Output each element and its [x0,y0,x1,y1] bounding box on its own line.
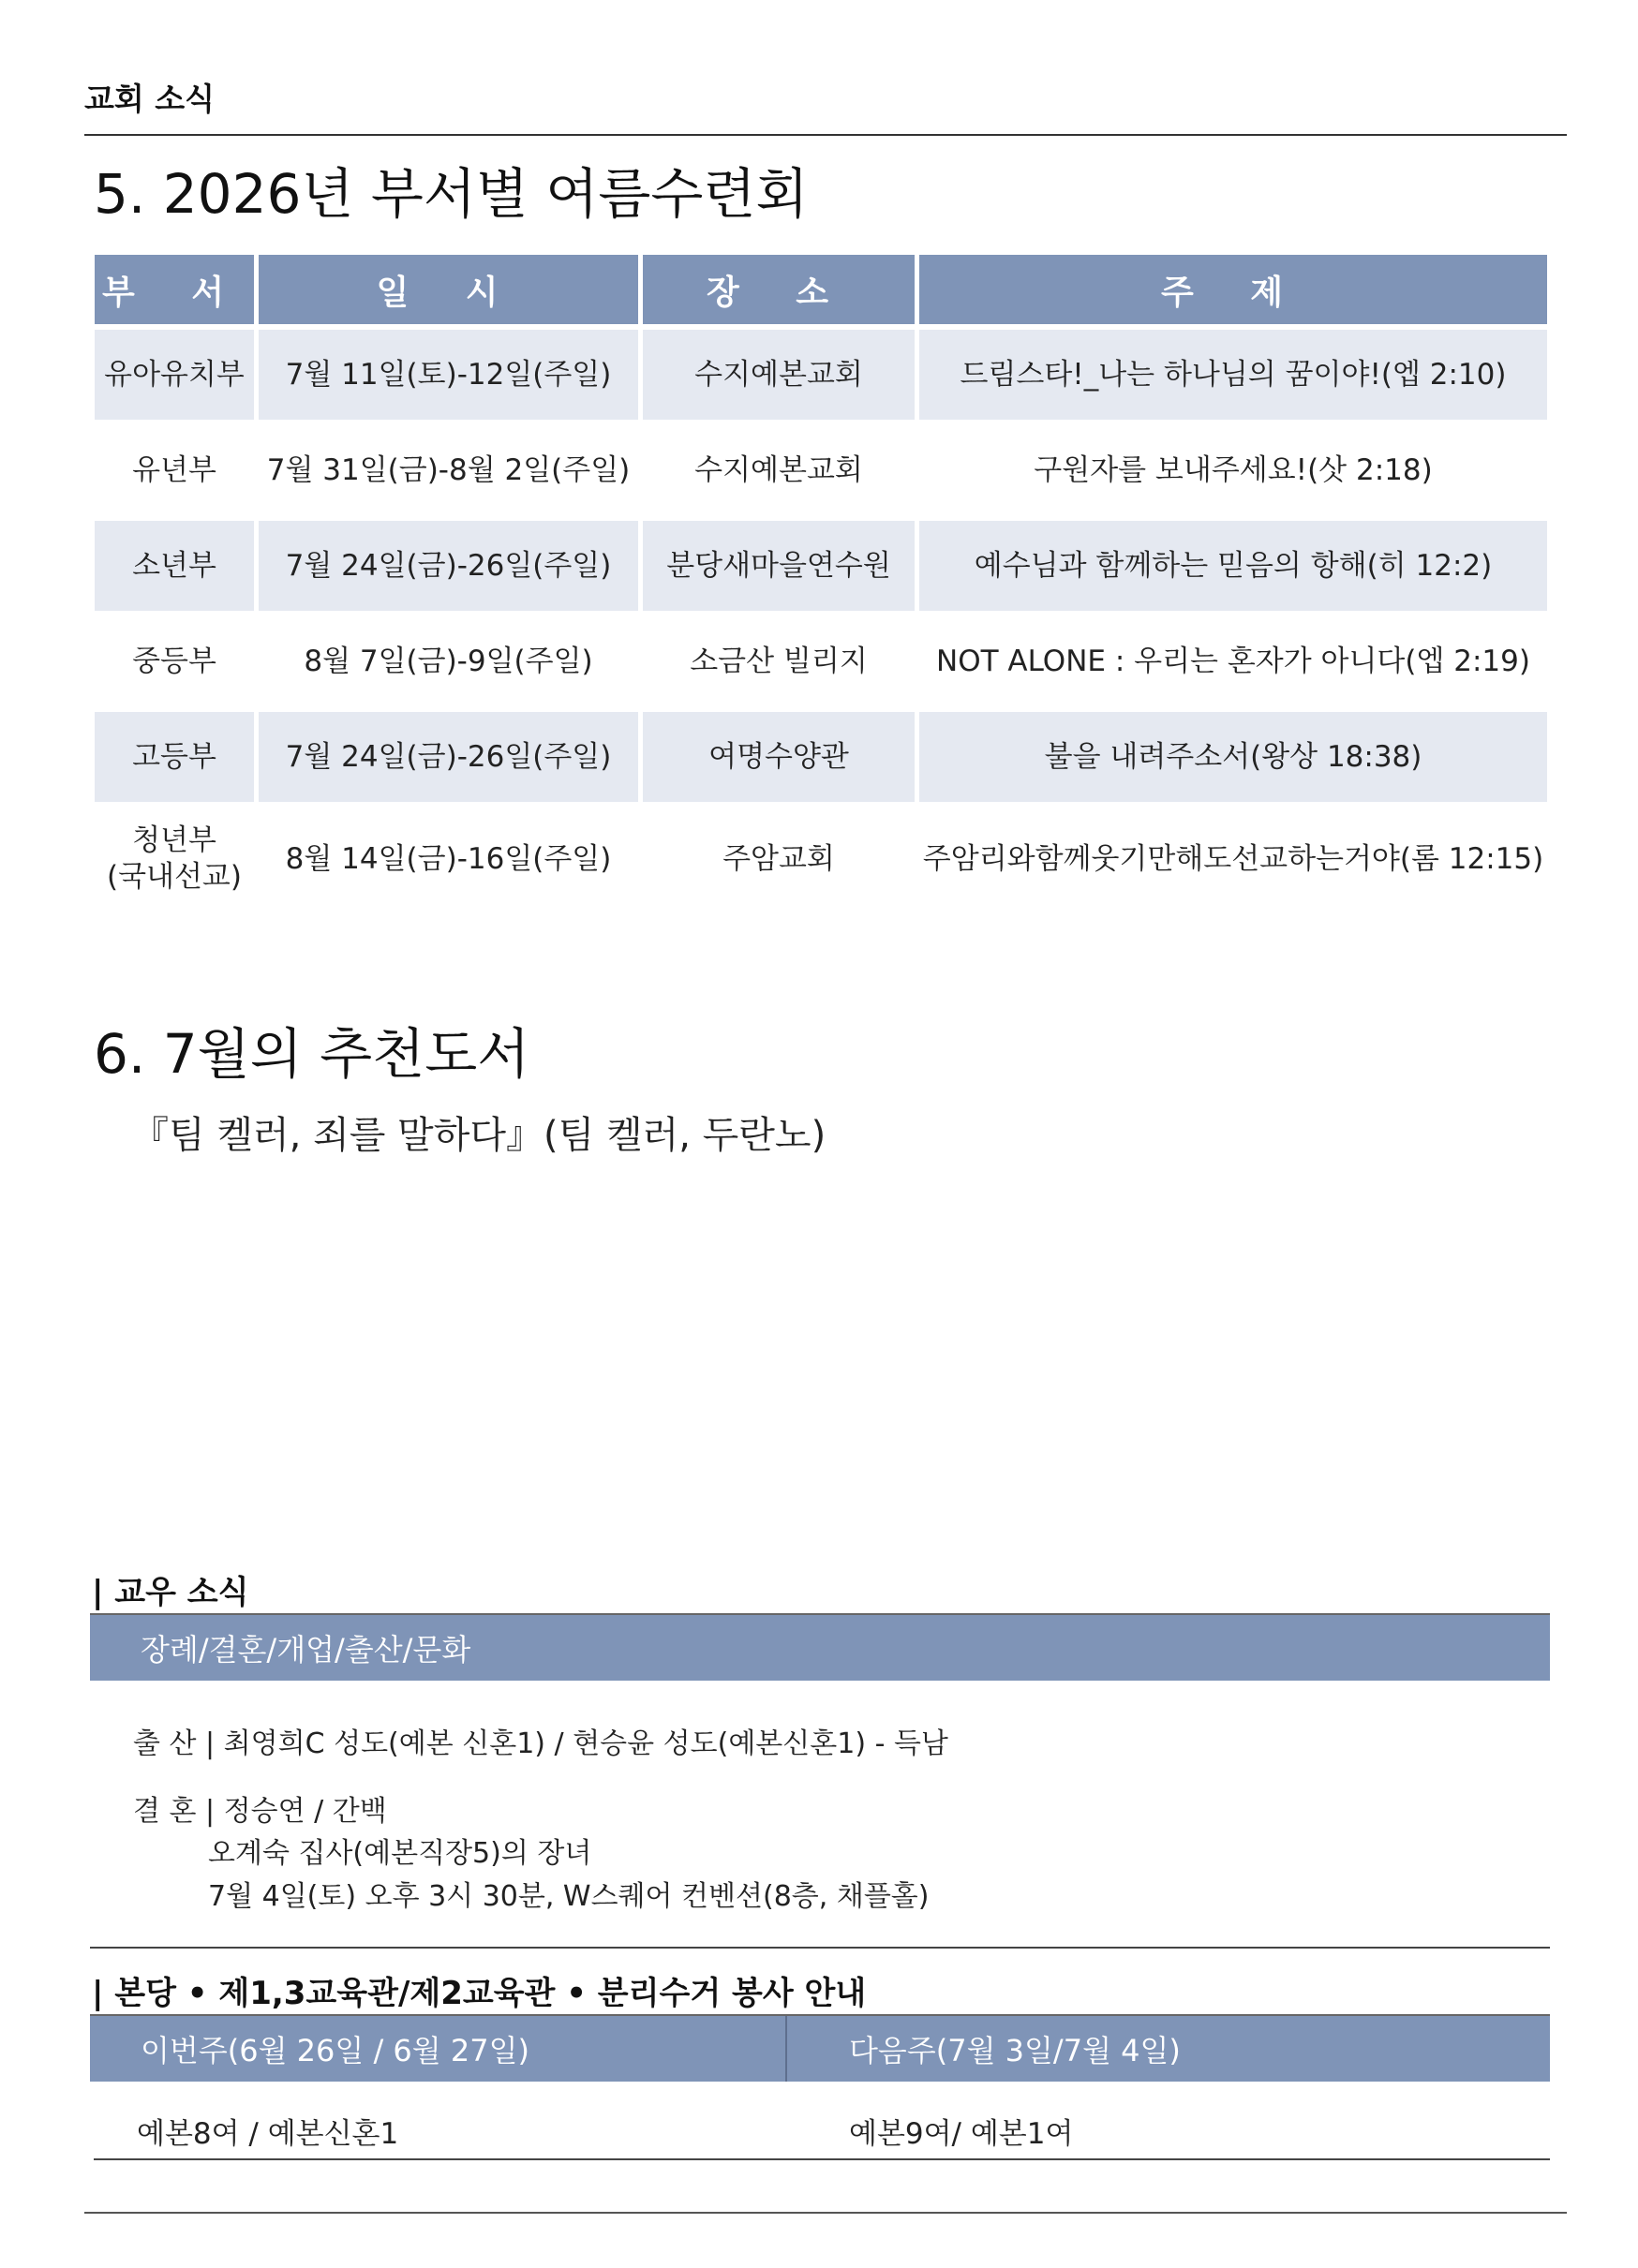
theme-cell: 드림스타!_나는 하나님의 꿈이야!(엡 2:10) [919,330,1547,425]
member-news-heading: | 교우 소식 [92,1574,249,1611]
dept-cell: 고등부 [95,712,254,808]
divider [94,2158,1550,2160]
date-cell: 7월 24일(금)-26일(주일) [259,521,638,616]
this-week-label: 이번주(6월 26일 / 6월 27일) [141,2033,529,2068]
column-header-date: 일 시 [259,255,638,330]
next-week-value: 예본9여/ 예본1여 [849,2117,1074,2151]
date-cell: 7월 11일(토)-12일(주일) [259,330,638,425]
dept-cell: 유년부 [95,425,254,521]
column-header-theme: 주 제 [919,255,1547,330]
dept-subname: (국내선교) [107,860,242,894]
retreat-schedule-table [90,255,1552,916]
dept-cell [95,808,254,916]
column-divider [785,2016,787,2082]
section-5-title: 5. 2026년 부서별 여름수련회 [94,162,809,226]
wedding-detail-time-place: 7월 4일(토) 오후 3시 30분, W스퀘어 컨벤션(8층, 채플홀) [208,1880,930,1913]
next-week-label: 다음주(7월 3일/7월 4일) [849,2033,1181,2068]
place-cell: 여명수양관 [643,712,915,808]
divider [90,1947,1550,1949]
table-row [95,616,1547,712]
dept-cell: 중등부 [95,616,254,712]
table-row [95,712,1547,808]
column-header-place: 장 소 [643,255,915,330]
theme-cell: 주암리와함께웃기만해도선교하는거야(롬 12:15) [919,808,1547,916]
service-guide-heading: | 본당 • 제1,3교육관/제2교육관 • 분리수거 봉사 안내 [92,1975,867,2012]
birth-notice: 출 산 | 최영희C 성도(예본 신혼1) / 현승윤 성도(예본신혼1) - 득남 [133,1727,948,1760]
table-row [95,521,1547,616]
footer-divider [84,2212,1567,2214]
column-header-dept: 부 서 [95,255,254,330]
section-6-title: 6. 7월의 추천도서 [94,1022,530,1086]
table-row [95,808,1547,916]
date-cell: 8월 7일(금)-9일(주일) [259,616,638,712]
recommended-book: 『팀 켈러, 죄를 말하다』(팀 켈러, 두란노) [131,1114,826,1157]
place-cell: 분당새마을연수원 [643,521,915,616]
theme-cell: NOT ALONE : 우리는 혼자가 아니다(엡 2:19) [919,616,1547,712]
header-divider [84,134,1567,136]
table-row [95,330,1547,425]
place-cell: 주암교회 [643,808,915,916]
theme-cell: 불을 내려주소서(왕상 18:38) [919,712,1547,808]
theme-cell: 예수님과 함께하는 믿음의 항해(히 12:2) [919,521,1547,616]
date-cell: 7월 31일(금)-8월 2일(주일) [259,425,638,521]
wedding-detail-family: 오계숙 집사(예본직장5)의 장녀 [208,1837,592,1870]
theme-cell: 구원자를 보내주세요!(삿 2:18) [919,425,1547,521]
date-cell: 7월 24일(금)-26일(주일) [259,712,638,808]
table-header-row [95,255,1547,330]
place-cell: 수지예본교회 [643,425,915,521]
member-news-band-label: 장례/결혼/개업/출산/문화 [141,1632,471,1668]
dept-cell: 유아유치부 [95,330,254,425]
dept-cell: 소년부 [95,521,254,616]
dept-name: 청년부 [132,823,216,858]
place-cell: 소금산 빌리지 [643,616,915,712]
date-cell: 8월 14일(금)-16일(주일) [259,808,638,916]
page-header-title: 교회 소식 [84,81,216,117]
place-cell: 수지예본교회 [643,330,915,425]
this-week-value: 예본8여 / 예본신혼1 [137,2117,399,2151]
table-row [95,425,1547,521]
wedding-notice: 결 혼 | 정승연 / 간백 [133,1795,387,1828]
